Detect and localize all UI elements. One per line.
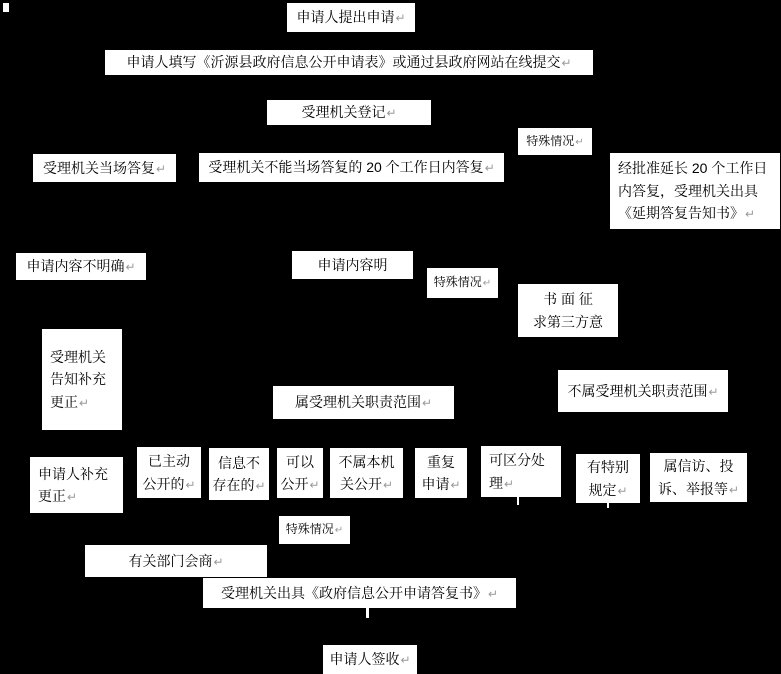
node-applicant-submit-application [287,3,415,32]
node-line: 属信访、投 [663,458,734,475]
return-mark-icon: ↵ [422,396,432,411]
node-line: 受理机关不能当场答复的 20 个工作日内答复↵ [208,159,495,176]
return-mark-icon: ↵ [482,278,492,290]
node-content-unclear [16,253,146,280]
node-line: 告知补充 [50,371,106,388]
node-departments-consult [85,545,267,577]
node-line: 特殊情况↵ [433,275,492,290]
node-special-case-label-2 [427,268,498,298]
node-line: 受理机关登记↵ [301,104,397,121]
node-line: 重复 [427,453,455,470]
node-line: 公开的↵ [142,475,196,492]
node-issue-reply-document [203,578,516,608]
node-line: 书 面 征 [543,291,593,308]
return-mark-icon: ↵ [488,586,498,601]
node-line: 求第三方意 [533,313,603,330]
node-outside-duty-scope [558,370,728,412]
return-mark-icon: ↵ [504,476,514,491]
node-can-disclose [277,448,323,498]
node-special-provisions [576,454,640,503]
return-mark-icon: ↵ [575,136,584,148]
node-special-case-label-1 [518,128,592,155]
return-mark-icon: ↵ [386,106,397,121]
node-fill-application-form [105,50,593,75]
node-line: 已主动 [148,453,190,470]
node-line: 申请↵ [421,476,461,492]
return-mark-icon: ↵ [395,11,406,26]
node-info-not-exist [209,448,269,500]
node-notify-supplement-correction [42,329,122,430]
connector-stub [517,497,519,505]
return-mark-icon: ↵ [309,478,320,492]
node-within-duty-scope [273,386,454,419]
node-line: 申请人补充 [38,465,108,482]
node-line: 经批准延长 20 个工作日 [618,160,768,177]
node-line: 诉、举报等↵ [658,480,739,497]
return-mark-icon: ↵ [255,479,266,493]
node-line: 申请内容不明确↵ [26,258,136,275]
node-not-this-authority [330,448,403,498]
node-line: 更正↵ [50,393,89,410]
node-reply-within-20-days [199,153,504,182]
return-mark-icon: ↵ [617,483,628,498]
return-mark-icon: ↵ [383,478,393,492]
return-mark-icon: ↵ [729,482,739,497]
return-mark-icon: ↵ [708,384,719,399]
node-line: 受理机关 [50,348,106,365]
return-mark-icon: ↵ [156,161,166,176]
node-already-disclosed [137,447,201,498]
node-content-clear [292,251,413,279]
node-line: 更正↵ [38,488,77,504]
return-mark-icon: ↵ [185,477,196,492]
return-mark-icon: ↵ [450,478,461,492]
node-approved-extension [610,153,780,229]
return-mark-icon: ↵ [561,56,572,71]
return-mark-icon: ↵ [213,554,224,569]
node-line: 关公开↵ [340,476,393,492]
node-line: 属受理机关职责范围↵ [295,394,432,411]
node-line: 不属本机 [338,453,395,470]
node-line: 受理机关当场答复↵ [43,159,166,176]
node-line: 特殊情况↵ [285,522,344,537]
return-mark-icon: ↵ [745,207,755,222]
node-special-case-label-3 [279,516,350,544]
node-line: 受理机关出具《政府信息公开申请答复书》↵ [221,584,498,601]
node-line: 不属受理机关职责范围↵ [567,382,719,399]
node-line: 申请人提出申请↵ [296,9,406,26]
node-line: 可以 [286,453,314,470]
node-reply-on-spot [33,154,176,182]
node-line: 《延期答复告知书》↵ [618,205,755,222]
return-mark-icon: ↵ [79,395,89,410]
node-accepting-authority-register [267,100,431,125]
return-mark-icon: ↵ [400,653,411,668]
node-line: 内答复，受理机关出具 [618,182,758,199]
connector-stub [607,503,609,508]
return-mark-icon: ↵ [484,161,495,176]
node-line: 规定↵ [588,481,628,498]
node-line: 信息不 [218,454,260,471]
node-seek-third-party-opinion [518,284,618,337]
node-line: 申请内容明 [317,256,388,273]
return-mark-icon: ↵ [67,490,77,504]
return-mark-icon: ↵ [334,525,344,537]
node-petition-complaint [650,453,747,502]
node-line: 有关部门会商↵ [128,552,224,569]
node-line: 理↵ [489,474,514,491]
node-line: 可区分处 [489,452,545,469]
node-line: 公开↵ [280,476,320,492]
corner-artifact [3,3,9,12]
node-applicant-sign-receipt [323,645,417,674]
node-line: 申请人签收↵ [329,651,411,668]
node-separable-handling [481,446,561,497]
return-mark-icon: ↵ [125,260,136,275]
node-line: 有特别 [587,459,629,476]
connector-stub [366,608,369,618]
node-line: 申请人填写《沂源县政府信息公开申请表》或通过县政府网站在线提交↵ [126,54,572,71]
node-applicant-supplement [30,457,123,513]
node-line: 存在的↵ [212,477,266,493]
node-line: 特殊情况↵ [526,133,584,148]
node-duplicate-application [415,448,467,498]
